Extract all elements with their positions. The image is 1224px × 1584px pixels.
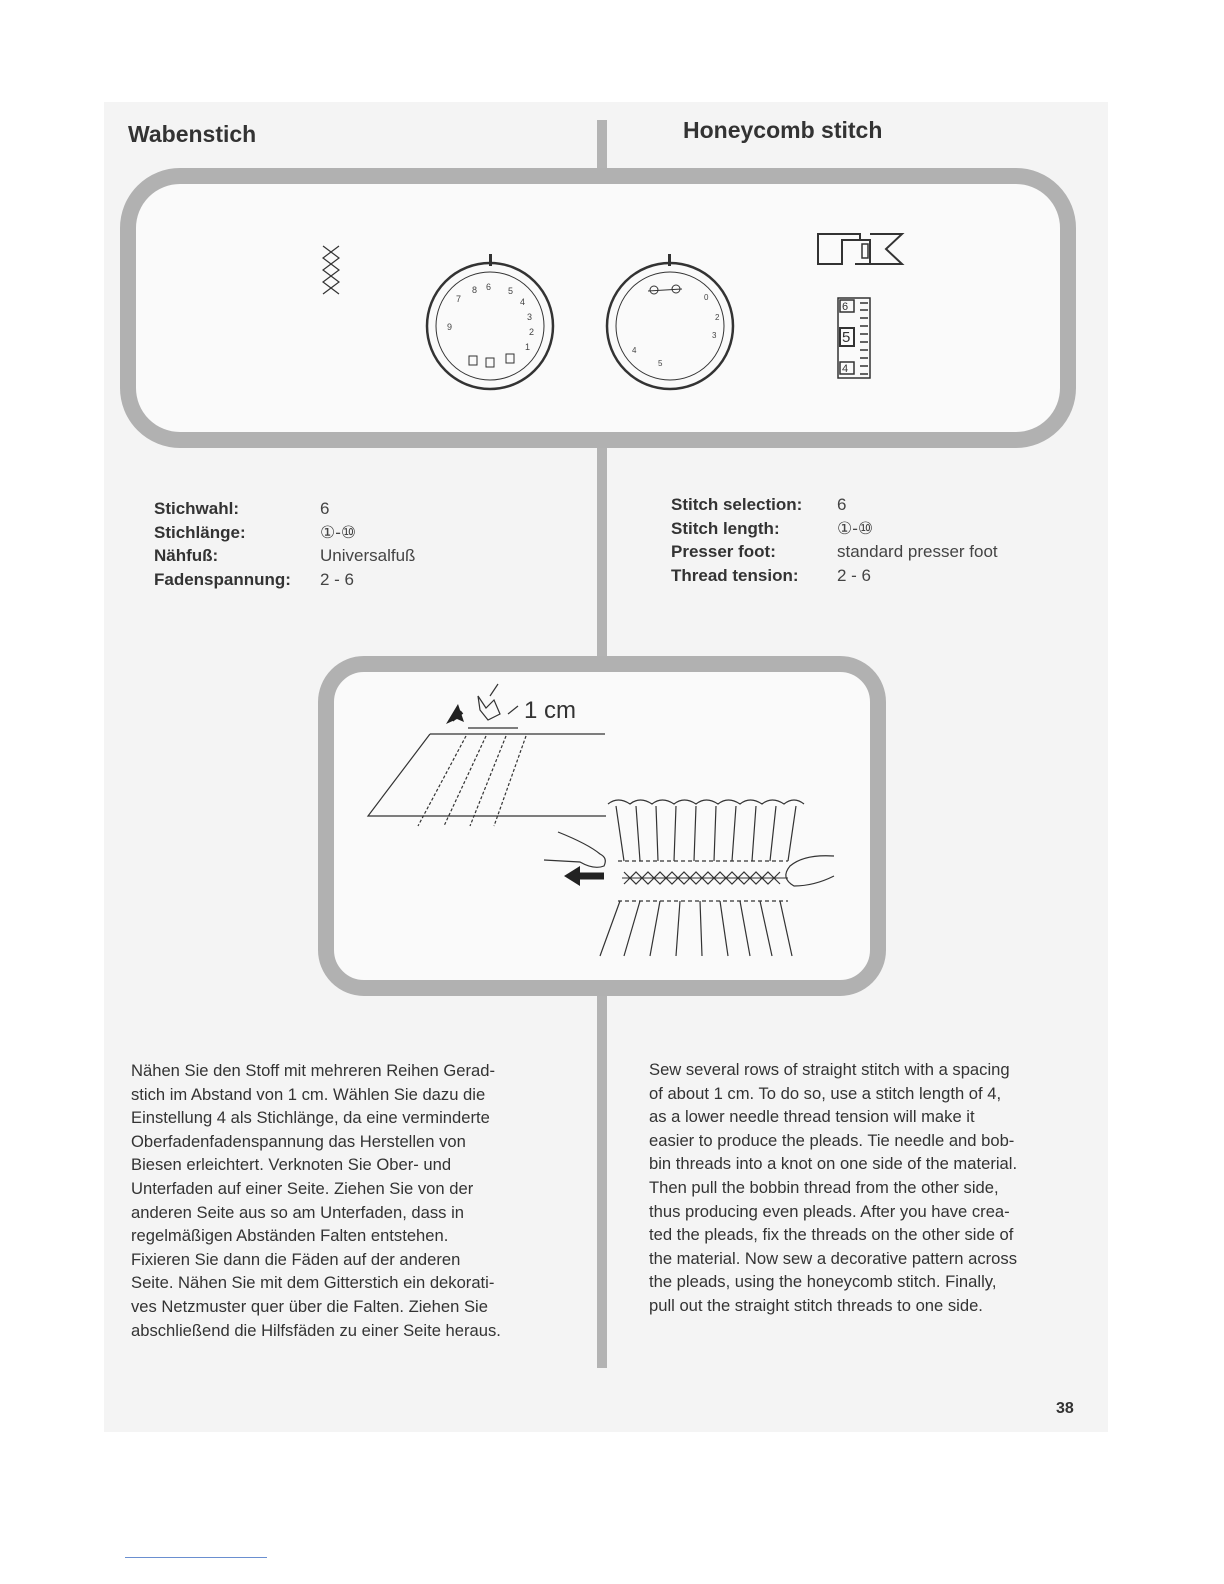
dial1-num-1: 1: [525, 342, 531, 352]
spec-label: Nähfuß:: [154, 546, 219, 565]
text-line: Seite. Nähen Sie mit dem Gitterstich ein dekorati-: [131, 1273, 495, 1293]
text-line: of about 1 cm. To do so, use a stitch length of 4,: [649, 1083, 1002, 1103]
spec-row-thread-tension-de: [154, 568, 415, 592]
center-divider-middle: [597, 440, 607, 665]
spec-label: Presser foot:: [671, 542, 776, 561]
honeycomb-stitch-symbol-icon: [323, 246, 339, 294]
dial1-num-5: 5: [508, 286, 514, 296]
text-line: Nähen Sie den Stoff mit mehreren Reihen Gerad-: [131, 1061, 496, 1080]
text-line: easier to produce the pleads. Tie needle and bob-: [649, 1130, 1015, 1150]
spacing-label: 1 cm: [524, 697, 577, 724]
feed-label-6: 6: [842, 301, 849, 313]
dial2-mark-3: 3: [712, 331, 717, 340]
spec-value: ①-⑩: [320, 522, 357, 542]
feed-dog-position-icon: [838, 298, 870, 378]
text-line: pull out the straight stitch threads to one side.: [649, 1295, 983, 1315]
spec-value: 2 - 6: [320, 569, 355, 589]
spec-label: Stitch length:: [671, 518, 780, 538]
text-line: ves Netzmuster quer über die Falten. Ziehen Sie: [131, 1296, 488, 1316]
text-line: thus producing even pleads. After you have crea-: [649, 1201, 1010, 1221]
text-line: Biesen erleichtert. Verknoten Sie Ober- und: [131, 1155, 452, 1175]
text-line: anderen Seite aus so am Unterfaden, dass in: [131, 1202, 465, 1222]
spec-row-stitch-length-en: [671, 517, 998, 541]
arrow-left-icon: [564, 866, 604, 886]
specs-german: [154, 497, 415, 591]
dial1-num-3: 3: [527, 312, 533, 322]
feed-label-4: 4: [842, 363, 849, 375]
spec-row-presser-foot-de: [154, 544, 415, 568]
text-line: Unterfaden auf einer Seite. Ziehen Sie von der: [131, 1178, 474, 1198]
spec-label: Fadenspannung:: [154, 569, 291, 589]
dial1-num-2: 2: [529, 327, 535, 337]
text-line: Fixieren Sie dann die Fäden auf der anderen: [131, 1249, 461, 1269]
presser-foot-needle-icon: [478, 684, 518, 720]
center-divider-bottom: [597, 985, 607, 1368]
fabric-rows-icon: [368, 728, 606, 826]
spec-label: Stichlänge:: [154, 522, 246, 542]
page-number: 38: [1056, 1400, 1074, 1417]
illustration-graphics: [318, 656, 886, 996]
text-line: ted the pleads, fix the threads on the other side of: [649, 1225, 1014, 1245]
spec-value: ①-⑩: [837, 518, 874, 538]
spec-row-stitch-selection-de: [154, 497, 415, 521]
text-line: the material. Now sew a decorative pattern across: [649, 1248, 1017, 1268]
spec-value: 2 - 6: [837, 565, 872, 585]
dial2-mark-2: 2: [715, 313, 720, 322]
spec-label: Thread tension:: [671, 565, 799, 585]
text-line: Oberfadenfadenspannung das Herstellen von: [131, 1131, 466, 1151]
gathered-fabric-icon: [600, 800, 804, 956]
dial1-num-8: 8: [472, 285, 478, 295]
spec-value: Universalfuß: [320, 546, 416, 565]
dial1-num-9: 9: [447, 322, 453, 332]
dial2-mark-0: 0: [704, 293, 709, 302]
instructions-german: [131, 1059, 558, 1342]
presser-foot-icon: [818, 234, 902, 264]
text-line: Einstellung 4 als Stichlänge, da eine verminderte: [131, 1108, 490, 1128]
dial1-num-6: 6: [486, 282, 492, 292]
stitch-length-dial-icon: [607, 254, 733, 389]
feed-label-5: 5: [842, 329, 851, 346]
text-line: Then pull the bobbin thread from the other side,: [649, 1177, 999, 1197]
stitch-selection-dial-icon: [427, 254, 553, 389]
text-line: Sew several rows of straight stitch with a spacing: [649, 1060, 1010, 1079]
text-line: regelmäßigen Abständen Falten entstehen.: [131, 1226, 449, 1246]
settings-panel-graphics: [120, 168, 1076, 448]
dial1-num-7: 7: [456, 294, 462, 304]
text-line: stich im Abstand von 1 cm. Wählen Sie dazu die: [131, 1084, 486, 1104]
spec-value: standard presser foot: [837, 542, 998, 561]
text-line: abschließend die Hilfsfäden zu einer Seite heraus.: [131, 1320, 501, 1340]
instructions-english: [649, 1058, 1073, 1318]
text-line: the pleads, using the honeycomb stitch. Finally,: [649, 1272, 997, 1292]
dial2-mark-5: 5: [658, 359, 663, 368]
spec-label: Stichwahl:: [154, 499, 240, 518]
spec-row-stitch-length-de: [154, 521, 415, 545]
text-line: bin threads into a knot on one side of the material.: [649, 1154, 1018, 1174]
arrow-up-icon: [446, 704, 464, 724]
text-line: as a lower needle thread tension will make it: [649, 1107, 975, 1127]
specs-english: [671, 493, 998, 587]
spec-value: 6: [837, 495, 847, 514]
footer-link-line: [125, 1557, 267, 1558]
title-german: Wabenstich: [128, 121, 257, 147]
title-english: Honeycomb stitch: [683, 117, 883, 143]
dial2-mark-4: 4: [632, 346, 637, 355]
spec-row-stitch-selection-en: [671, 493, 998, 517]
dial1-num-4: 4: [520, 297, 526, 307]
spec-label: Stitch selection:: [671, 495, 803, 514]
spec-row-presser-foot-en: [671, 540, 998, 564]
spec-value: 6: [320, 499, 330, 518]
spec-row-thread-tension-en: [671, 564, 998, 588]
